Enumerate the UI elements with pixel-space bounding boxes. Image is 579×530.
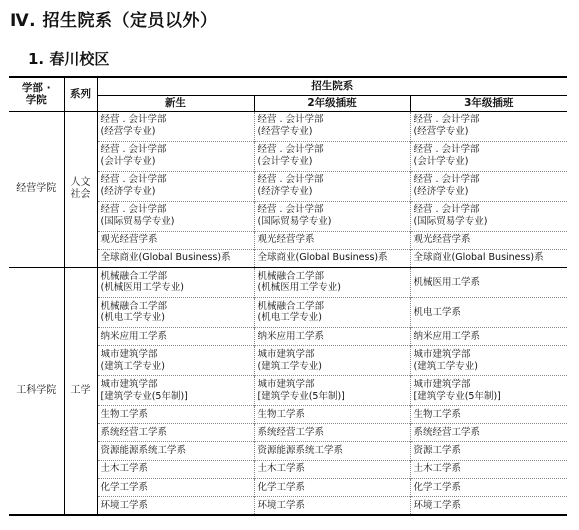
year2-department <box>254 406 410 424</box>
cell-text-line: 观光经营学系 <box>413 234 471 246</box>
cell-text-line: 环境工学系 <box>100 499 149 511</box>
cell-text-line: (经营学专业) <box>413 126 469 137</box>
year3-department <box>410 424 567 442</box>
cell-text-line: 全球商业(Global Business)系 <box>257 252 388 264</box>
year3-department <box>410 111 567 141</box>
cell-text-line: 纳米应用工学系 <box>413 330 481 342</box>
cell-text-line: 城市建筑学部 <box>413 348 471 360</box>
year3-department <box>410 346 567 376</box>
cell-text-line: 经营 . 会计学部 <box>413 144 480 156</box>
year2-department <box>254 201 410 231</box>
cell-text-line: [建筑学专业(5年制)] <box>100 390 188 402</box>
cell-text-line: 经营 . 会计学部 <box>100 144 167 156</box>
cell-text-line: (会计学专业) <box>413 156 469 167</box>
cell-text-line: (国际贸易学专业) <box>100 216 175 227</box>
cell-text-line: 人文 <box>70 177 91 188</box>
header-year3-transfer: 3年级插班 <box>410 95 567 111</box>
cell-text-line: (经济学专业) <box>257 186 313 197</box>
year3-department <box>410 267 567 297</box>
cell-text-line: 城市建筑学部 <box>257 378 315 390</box>
freshman-department <box>97 376 254 406</box>
cell-text-line: 机械融合工学部 <box>100 300 168 312</box>
cell-text-line: 观光经营学系 <box>257 234 315 246</box>
cell-text-line: 资源能源系统工学系 <box>257 445 344 457</box>
series-name <box>64 111 97 267</box>
year2-department <box>254 346 410 376</box>
cell-text-line: (机电工学专业) <box>100 312 165 324</box>
table-body <box>9 111 567 515</box>
cell-text-line: 系统经营工学系 <box>413 427 481 439</box>
cell-text-line: 土木工学系 <box>100 463 149 475</box>
year2-department <box>254 249 410 267</box>
header-freshman: 新生 <box>97 95 254 111</box>
year2-department <box>254 111 410 141</box>
cell-text-line: 经营 . 会计学部 <box>257 204 324 216</box>
cell-text-line: 土木工学系 <box>257 463 306 475</box>
year2-department <box>254 297 410 327</box>
cell-text-line: 纳米应用工学系 <box>257 330 325 342</box>
cell-text-line: (经营学专业) <box>257 126 313 137</box>
year3-department <box>410 231 567 249</box>
cell-text-line: 生物工学系 <box>100 408 149 420</box>
cell-text-line: 全球商业(Global Business)系 <box>100 252 231 264</box>
cell-text-line: 经营 . 会计学部 <box>100 174 167 186</box>
cell-text-line: 机电工学系 <box>413 306 462 318</box>
year2-department <box>254 424 410 442</box>
cell-text-line: 城市建筑学部 <box>413 378 471 390</box>
freshman-department <box>97 231 254 249</box>
year3-department <box>410 460 567 478</box>
cell-text-line: (会计学专业) <box>257 156 313 167</box>
year2-department <box>254 327 410 345</box>
cell-text-line: 生物工学系 <box>413 408 462 420</box>
year2-department <box>254 231 410 249</box>
cell-text-line: 经营学院 <box>16 183 57 195</box>
year2-department <box>254 460 410 478</box>
series-name <box>64 267 97 514</box>
freshman-department <box>97 497 254 515</box>
freshman-department <box>97 327 254 345</box>
cell-text-line: 全球商业(Global Business)系 <box>413 252 544 264</box>
cell-text-line: 生物工学系 <box>257 408 306 420</box>
year2-department <box>254 267 410 297</box>
cell-text-line: (建筑工学专业) <box>413 360 478 372</box>
cell-text-line: 系统经营工学系 <box>257 427 325 439</box>
cell-text-line: 机械融合工学部 <box>257 300 325 312</box>
freshman-department <box>97 297 254 327</box>
cell-text-line: 化学工学系 <box>100 481 149 493</box>
year2-department <box>254 171 410 201</box>
year2-department <box>254 497 410 515</box>
cell-text-line: 化学工学系 <box>257 481 306 493</box>
cell-text-line: 社会 <box>70 189 91 201</box>
year3-department <box>410 442 567 460</box>
year3-department <box>410 201 567 231</box>
cell-text-line: 机械融合工学部 <box>100 270 168 282</box>
year3-department <box>410 249 567 267</box>
freshman-department <box>97 460 254 478</box>
cell-text-line: 城市建筑学部 <box>100 378 158 390</box>
section-heading: Ⅳ. 招生院系（定员以外） <box>10 11 218 31</box>
year3-department <box>410 141 567 171</box>
cell-text-line: 经营 . 会计学部 <box>257 174 324 186</box>
admission-departments-table <box>9 76 567 516</box>
cell-text-line: [建筑学专业(5年制)] <box>413 390 501 402</box>
header-college <box>9 77 64 111</box>
cell-text-line: 工学 <box>70 384 91 396</box>
table-row <box>9 111 567 141</box>
freshman-department <box>97 249 254 267</box>
college-name <box>9 111 64 267</box>
college-name <box>9 267 64 514</box>
cell-text-line: (建筑工学专业) <box>100 360 165 372</box>
cell-text-line: 环境工学系 <box>257 499 306 511</box>
cell-text-line: [建筑学专业(5年制)] <box>257 390 345 402</box>
year3-department <box>410 376 567 406</box>
cell-text-line: 经营 . 会计学部 <box>413 204 480 216</box>
cell-text-line: 系统经营工学系 <box>100 427 168 439</box>
cell-text-line: 城市建筑学部 <box>257 348 315 360</box>
cell-text-line: 资源能源系统工学系 <box>100 445 187 457</box>
year2-department <box>254 442 410 460</box>
freshman-department <box>97 346 254 376</box>
cell-text-line: 化学工学系 <box>413 481 462 493</box>
cell-text-line: (国际贸易学专业) <box>413 216 488 227</box>
cell-text-line: 学部 · <box>21 82 51 95</box>
year2-department <box>254 376 410 406</box>
year3-department <box>410 171 567 201</box>
cell-text-line: (机电工学专业) <box>257 312 322 324</box>
campus-subheading: 1. 春川校区 <box>28 50 110 68</box>
cell-text-line: 经营 . 会计学部 <box>100 114 167 126</box>
cell-text-line: 资源工学系 <box>413 445 462 457</box>
freshman-department <box>97 424 254 442</box>
year2-department <box>254 478 410 496</box>
freshman-department <box>97 141 254 171</box>
year3-department <box>410 297 567 327</box>
cell-text-line: (建筑工学专业) <box>257 360 322 372</box>
cell-text-line: 经营 . 会计学部 <box>257 114 324 126</box>
year3-department <box>410 478 567 496</box>
freshman-department <box>97 267 254 297</box>
freshman-department <box>97 201 254 231</box>
table-row <box>9 267 567 297</box>
cell-text-line: 机械融合工学部 <box>257 270 325 282</box>
freshman-department <box>97 171 254 201</box>
cell-text-line: (会计学专业) <box>100 156 156 167</box>
freshman-department <box>97 406 254 424</box>
year2-department <box>254 141 410 171</box>
cell-text-line: 机械医用工学系 <box>413 276 481 288</box>
cell-text-line: (机械医用工学专业) <box>100 282 184 294</box>
cell-text-line: 经营 . 会计学部 <box>413 114 480 126</box>
cell-text-line: 工科学院 <box>16 384 57 396</box>
year3-department <box>410 497 567 515</box>
freshman-department <box>97 111 254 141</box>
header-series: 系列 <box>64 77 97 111</box>
cell-text-line: 纳米应用工学系 <box>100 330 168 342</box>
cell-text-line: 城市建筑学部 <box>100 348 158 360</box>
cell-text-line: 观光经营学系 <box>100 234 158 246</box>
freshman-department <box>97 442 254 460</box>
cell-text-line: 经营 . 会计学部 <box>257 144 324 156</box>
header-year2-transfer: 2年级插班 <box>254 95 410 111</box>
cell-text-line: (经济学专业) <box>413 186 469 197</box>
cell-text-line: 经营 . 会计学部 <box>413 174 480 186</box>
freshman-department <box>97 478 254 496</box>
cell-text-line: 经营 . 会计学部 <box>100 204 167 216</box>
year3-department <box>410 406 567 424</box>
cell-text-line: 环境工学系 <box>413 499 462 511</box>
cell-text-line: (机械医用工学专业) <box>257 282 341 294</box>
cell-text-line: 学院 <box>25 94 47 107</box>
cell-text-line: (经营学专业) <box>100 126 156 137</box>
header-admission-departments: 招生院系 <box>97 77 567 95</box>
year3-department <box>410 327 567 345</box>
cell-text-line: (经济学专业) <box>100 186 156 197</box>
cell-text-line: (国际贸易学专业) <box>257 216 332 227</box>
cell-text-line: 土木工学系 <box>413 463 462 475</box>
table-header-row <box>9 77 567 95</box>
